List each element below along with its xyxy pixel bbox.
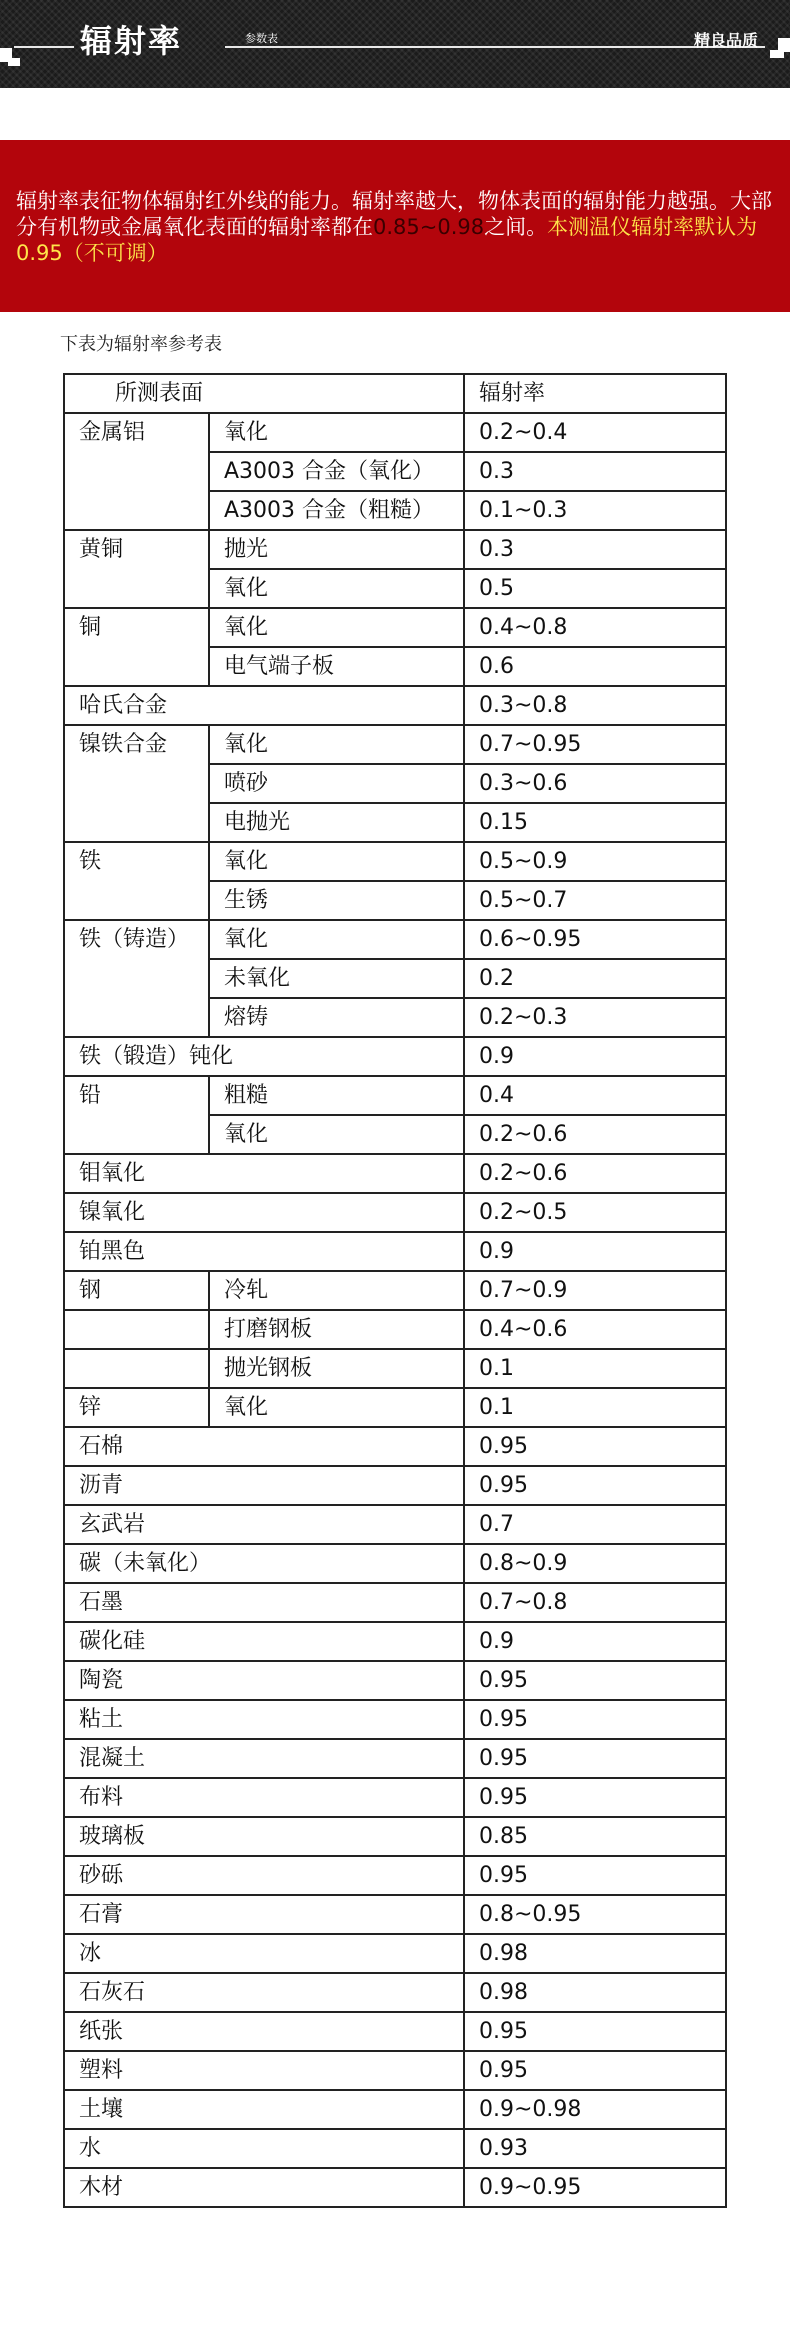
emissivity-value-cell: 0.3	[464, 452, 726, 491]
material-cell: 木材	[64, 2168, 464, 2207]
surface-condition-cell: 电抛光	[209, 803, 464, 842]
emissivity-value-cell: 0.1	[464, 1349, 726, 1388]
table-row	[64, 2012, 726, 2051]
emissivity-value-cell: 0.6~0.95	[464, 920, 726, 959]
emissivity-value-cell: 0.98	[464, 1973, 726, 2012]
emissivity-value-cell: 0.93	[464, 2129, 726, 2168]
surface-condition-cell: 抛光钢板	[209, 1349, 464, 1388]
emissivity-value-cell: 0.95	[464, 1661, 726, 1700]
table-row	[64, 1778, 726, 1817]
emissivity-value-cell: 0.7~0.8	[464, 1583, 726, 1622]
material-cell: 石灰石	[64, 1973, 464, 2012]
table-row	[64, 530, 726, 569]
material-cell: 黄铜	[64, 530, 209, 608]
emissivity-value-cell: 0.5~0.7	[464, 881, 726, 920]
emissivity-value-cell: 0.3~0.6	[464, 764, 726, 803]
emissivity-value-cell: 0.6	[464, 647, 726, 686]
table-row	[64, 1661, 726, 1700]
table-row	[64, 1037, 726, 1076]
table-row	[64, 1349, 726, 1388]
surface-condition-cell: 氧化	[209, 725, 464, 764]
emissivity-value-cell: 0.9	[464, 1232, 726, 1271]
material-cell: 铅	[64, 1076, 209, 1154]
table-row	[64, 2168, 726, 2207]
table-row	[64, 842, 726, 881]
table-row	[64, 1154, 726, 1193]
table-row	[64, 1466, 726, 1505]
surface-condition-cell: 氧化	[209, 1115, 464, 1154]
emissivity-value-cell: 0.8~0.95	[464, 1895, 726, 1934]
emissivity-value-cell: 0.2~0.6	[464, 1115, 726, 1154]
emissivity-value-cell: 0.9	[464, 1037, 726, 1076]
emissivity-value-cell: 0.95	[464, 2051, 726, 2090]
material-cell: 沥青	[64, 1466, 464, 1505]
emissivity-value-cell: 0.7~0.95	[464, 725, 726, 764]
surface-condition-cell: 电气端子板	[209, 647, 464, 686]
table-caption: 下表为辐射率参考表	[60, 334, 222, 355]
material-cell: 镍铁合金	[64, 725, 209, 842]
column-header-surface: 所测表面	[64, 374, 464, 413]
emissivity-table-body	[64, 374, 726, 2207]
page-title: 辐射率	[80, 22, 183, 60]
table-row	[64, 2129, 726, 2168]
material-cell: 镍氧化	[64, 1193, 464, 1232]
emissivity-value-cell: 0.95	[464, 1739, 726, 1778]
emissivity-value-cell: 0.7	[464, 1505, 726, 1544]
emissivity-value-cell: 0.9~0.95	[464, 2168, 726, 2207]
table-row	[64, 413, 726, 452]
material-cell: 哈氏合金	[64, 686, 464, 725]
table-row	[64, 1817, 726, 1856]
material-cell: 冰	[64, 1934, 464, 1973]
surface-condition-cell: 氧化	[209, 1388, 464, 1427]
material-cell: 铜	[64, 608, 209, 686]
header-divider	[14, 46, 74, 48]
surface-condition-cell: 打磨钢板	[209, 1310, 464, 1349]
emissivity-value-cell: 0.4~0.6	[464, 1310, 726, 1349]
surface-condition-cell: 氧化	[209, 842, 464, 881]
decorative-square	[770, 50, 784, 58]
intro-range: 0.85~0.98	[373, 215, 485, 239]
material-cell: 玄武岩	[64, 1505, 464, 1544]
table-row	[64, 1934, 726, 1973]
surface-condition-cell: 氧化	[209, 920, 464, 959]
table-row	[64, 725, 726, 764]
table-row	[64, 1856, 726, 1895]
intro-text-start: 辐射率表征物体辐射红外线的能力。辐射率越大，物体表面的辐射能力越强。大部分有机物或金属氧化表面的辐射率都在	[16, 189, 772, 239]
column-header-emissivity: 辐射率	[464, 374, 726, 413]
surface-condition-cell: 抛光	[209, 530, 464, 569]
material-cell: 碳（未氧化）	[64, 1544, 464, 1583]
surface-condition-cell: 喷砂	[209, 764, 464, 803]
material-cell: 金属铝	[64, 413, 209, 530]
table-row	[64, 920, 726, 959]
emissivity-value-cell: 0.3	[464, 530, 726, 569]
emissivity-value-cell: 0.5~0.9	[464, 842, 726, 881]
material-cell	[64, 1349, 209, 1388]
table-row	[64, 2090, 726, 2129]
surface-condition-cell: 冷轧	[209, 1271, 464, 1310]
intro-banner	[0, 140, 790, 312]
surface-condition-cell: 氧化	[209, 608, 464, 647]
surface-condition-cell: 粗糙	[209, 1076, 464, 1115]
material-cell: 纸张	[64, 2012, 464, 2051]
table-row	[64, 686, 726, 725]
material-cell: 钢	[64, 1271, 209, 1310]
material-cell: 石墨	[64, 1583, 464, 1622]
material-cell: 混凝土	[64, 1739, 464, 1778]
surface-condition-cell: A3003 合金（氧化）	[209, 452, 464, 491]
emissivity-value-cell: 0.4	[464, 1076, 726, 1115]
material-cell: 石棉	[64, 1427, 464, 1466]
table-row	[64, 1583, 726, 1622]
decorative-square	[8, 58, 20, 66]
emissivity-value-cell: 0.98	[464, 1934, 726, 1973]
material-cell: 铁	[64, 842, 209, 920]
table-row	[64, 1700, 726, 1739]
emissivity-value-cell: 0.95	[464, 2012, 726, 2051]
emissivity-value-cell: 0.2~0.4	[464, 413, 726, 452]
table-row	[64, 1739, 726, 1778]
table-row	[64, 1310, 726, 1349]
table-row	[64, 1973, 726, 2012]
intro-text	[16, 188, 774, 266]
table-header-row	[64, 374, 726, 413]
table-row	[64, 1271, 726, 1310]
emissivity-value-cell: 0.95	[464, 1700, 726, 1739]
table-row	[64, 1076, 726, 1115]
emissivity-value-cell: 0.7~0.9	[464, 1271, 726, 1310]
quality-tagline: 精良品质	[693, 31, 758, 50]
surface-condition-cell: 生锈	[209, 881, 464, 920]
header-bar	[0, 0, 790, 88]
emissivity-value-cell: 0.8~0.9	[464, 1544, 726, 1583]
emissivity-value-cell: 0.95	[464, 1466, 726, 1505]
table-row	[64, 1193, 726, 1232]
surface-condition-cell: A3003 合金（粗糙）	[209, 491, 464, 530]
table-row	[64, 1622, 726, 1661]
emissivity-value-cell: 0.3~0.8	[464, 686, 726, 725]
material-cell: 铁（铸造）	[64, 920, 209, 1037]
emissivity-value-cell: 0.2~0.5	[464, 1193, 726, 1232]
intro-text-end: 之间。	[484, 215, 548, 239]
emissivity-value-cell: 0.9	[464, 1622, 726, 1661]
table-row	[64, 1232, 726, 1271]
emissivity-value-cell: 0.2	[464, 959, 726, 998]
surface-condition-cell: 氧化	[209, 413, 464, 452]
table-row	[64, 1505, 726, 1544]
emissivity-value-cell: 0.95	[464, 1778, 726, 1817]
emissivity-value-cell: 0.2~0.3	[464, 998, 726, 1037]
material-cell: 钼氧化	[64, 1154, 464, 1193]
material-cell: 粘土	[64, 1700, 464, 1739]
default-emissivity-note: 本测温仪辐射率默认为0.95（不可调）	[16, 215, 758, 265]
table-row	[64, 2051, 726, 2090]
emissivity-value-cell: 0.85	[464, 1817, 726, 1856]
emissivity-table	[63, 373, 727, 2208]
table-row	[64, 1388, 726, 1427]
header-divider	[225, 46, 765, 48]
table-row	[64, 1427, 726, 1466]
emissivity-value-cell: 0.1~0.3	[464, 491, 726, 530]
emissivity-value-cell: 0.9~0.98	[464, 2090, 726, 2129]
material-cell: 布料	[64, 1778, 464, 1817]
material-cell: 石膏	[64, 1895, 464, 1934]
table-row	[64, 608, 726, 647]
material-cell: 陶瓷	[64, 1661, 464, 1700]
material-cell: 铂黑色	[64, 1232, 464, 1271]
emissivity-value-cell: 0.95	[464, 1427, 726, 1466]
surface-condition-cell: 熔铸	[209, 998, 464, 1037]
material-cell: 玻璃板	[64, 1817, 464, 1856]
table-row	[64, 1544, 726, 1583]
material-cell: 水	[64, 2129, 464, 2168]
material-cell: 锌	[64, 1388, 209, 1427]
emissivity-value-cell: 0.95	[464, 1856, 726, 1895]
emissivity-value-cell: 0.1	[464, 1388, 726, 1427]
table-row	[64, 1895, 726, 1934]
material-cell: 铁（锻造）钝化	[64, 1037, 464, 1076]
page-subtitle: 参数表	[245, 32, 278, 45]
emissivity-value-cell: 0.15	[464, 803, 726, 842]
emissivity-value-cell: 0.4~0.8	[464, 608, 726, 647]
surface-condition-cell: 氧化	[209, 569, 464, 608]
material-cell: 砂砾	[64, 1856, 464, 1895]
material-cell: 塑料	[64, 2051, 464, 2090]
emissivity-value-cell: 0.5	[464, 569, 726, 608]
material-cell: 土壤	[64, 2090, 464, 2129]
surface-condition-cell: 未氧化	[209, 959, 464, 998]
emissivity-value-cell: 0.2~0.6	[464, 1154, 726, 1193]
material-cell: 碳化硅	[64, 1622, 464, 1661]
material-cell	[64, 1310, 209, 1349]
